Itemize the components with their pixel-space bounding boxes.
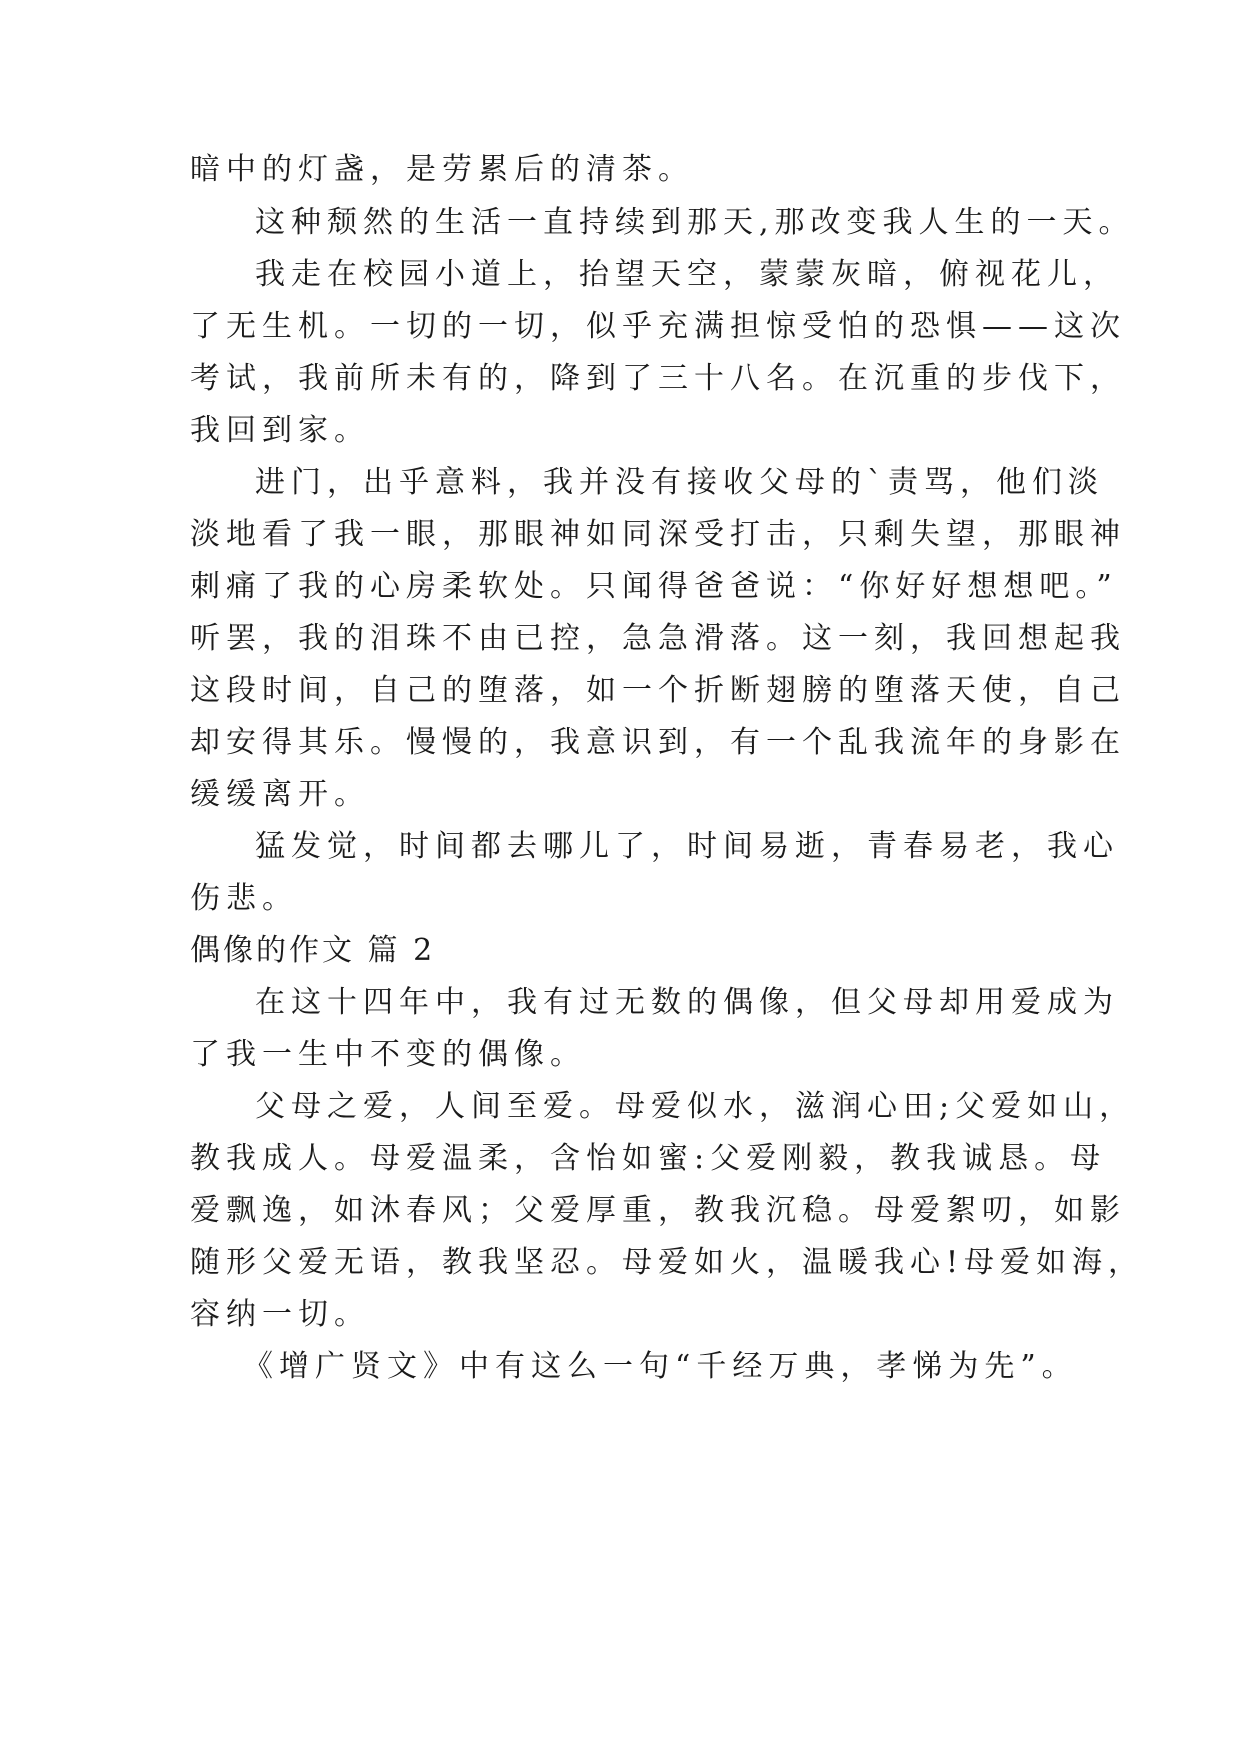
text-line: 容纳一切。	[190, 1297, 370, 1332]
text-line: 考试，我前所未有的，降到了三十八名。在沉重的步伐下，	[190, 361, 1126, 396]
text-line: 刺痛了我的心房柔软处。只闻得爸爸说：“你好好想想吧。”	[190, 569, 1118, 604]
text-line: 在这十四年中，我有过无数的偶像，但父母却用爱成为	[255, 985, 1119, 1020]
text-line: 听罢，我的泪珠不由已控，急急滑落。这一刻，我回想起我	[190, 621, 1126, 656]
text-line: 了无生机。一切的一切，似乎充满担惊受怕的恐惧——这次	[190, 309, 1126, 344]
text-line: 进门，出乎意料，我并没有接收父母的`责骂，他们淡	[255, 465, 1104, 500]
text-line: 暗中的灯盏，是劳累后的清茶。	[190, 152, 694, 187]
text-line: 这种颓然的生活一直持续到那天,那改变我人生的一天。	[255, 205, 1135, 240]
text-line: 教我成人。母爱温柔，含怡如蜜:父爱刚毅，教我诚恳。母	[190, 1141, 1107, 1176]
text-line: 伤悲。	[190, 881, 298, 916]
text-line: 这段时间，自己的堕落，如一个折断翅膀的堕落天使，自己	[190, 673, 1126, 708]
text-line: 我回到家。	[190, 413, 370, 448]
text-line: 《增广贤文》中有这么一句“千经万典，孝悌为先”。	[243, 1349, 1078, 1384]
text-line: 淡地看了我一眼，那眼神如同深受打击，只剩失望，那眼神	[190, 517, 1126, 552]
text-line: 却安得其乐。慢慢的，我意识到，有一个乱我流年的身影在	[190, 725, 1126, 760]
text-line: 随形父爱无语，教我坚忍。母爱如火，温暖我心!母爱如海，	[190, 1245, 1145, 1280]
text-line: 父母之爱，人间至爱。母爱似水，滋润心田;父爱如山，	[255, 1089, 1136, 1124]
text-line: 我走在校园小道上，抬望天空，蒙蒙灰暗，俯视花儿，	[255, 257, 1119, 292]
text-line: 爱飘逸，如沐春风；父爱厚重，教我沉稳。母爱絮叨，如影	[190, 1193, 1126, 1228]
text-line: 了我一生中不变的偶像。	[190, 1037, 586, 1072]
section-heading: 偶像的作文 篇 2	[190, 933, 436, 968]
text-line: 缓缓离开。	[190, 777, 370, 812]
text-line: 猛发觉，时间都去哪儿了，时间易逝，青春易老，我心	[255, 829, 1119, 864]
